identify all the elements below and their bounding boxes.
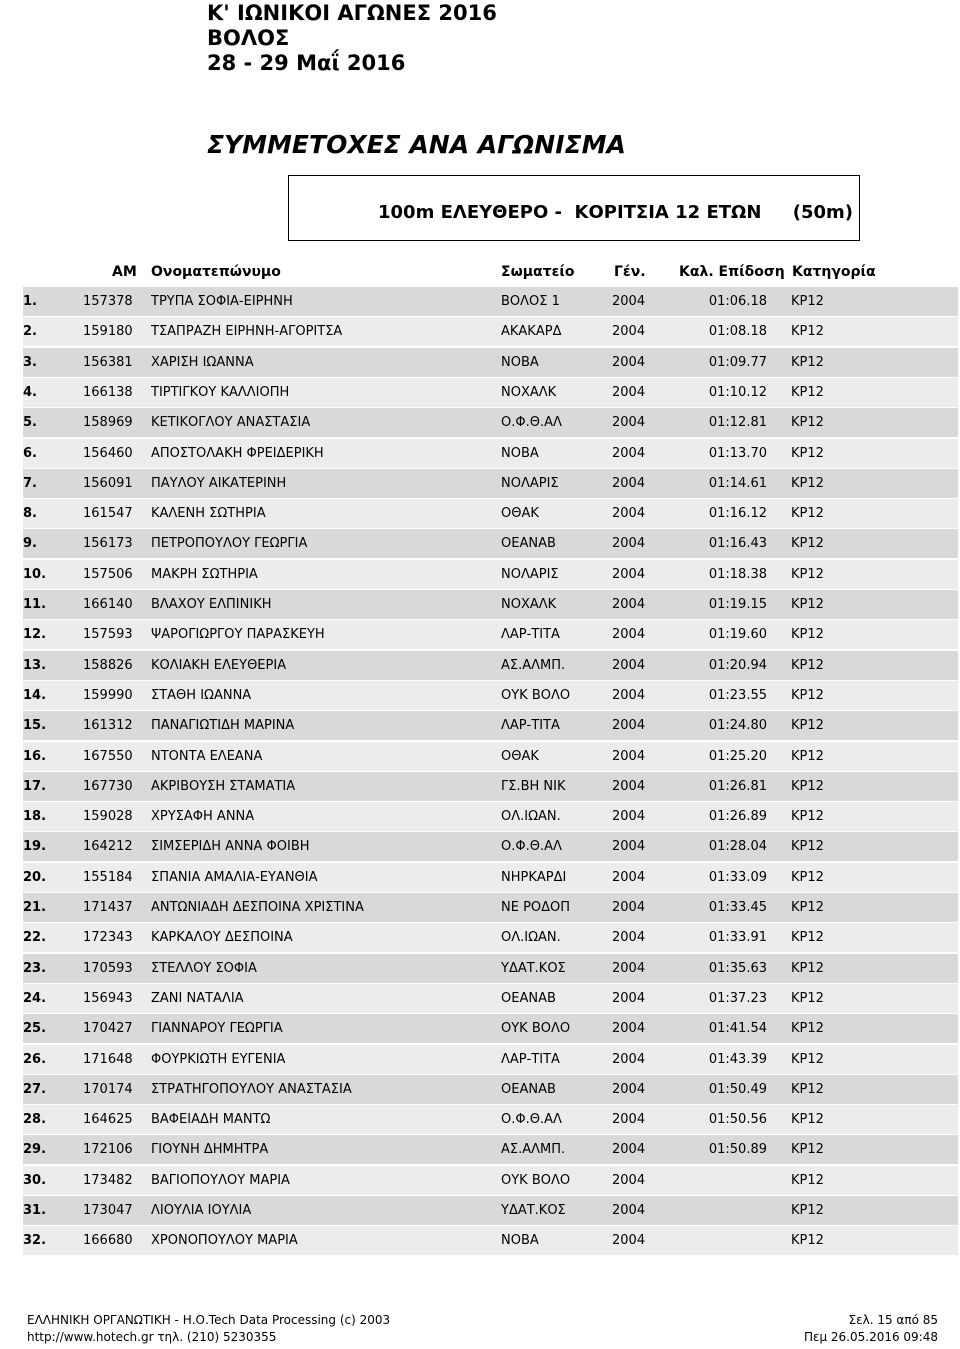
row-year: 2004 xyxy=(612,1112,646,1128)
row-category: ΚΡ12 xyxy=(791,566,824,582)
row-category: ΚΡ12 xyxy=(791,1021,824,1037)
row-am: 167730 xyxy=(83,778,133,794)
row-rank: 7. xyxy=(23,475,37,491)
row-name: ΠΑΥΛΟΥ ΑΙΚΑΤΕΡΙΝΗ xyxy=(151,475,287,491)
row-time: 01:09.77 xyxy=(708,354,767,370)
row-am: 173047 xyxy=(83,1203,133,1218)
table-row xyxy=(23,620,958,649)
row-rank: 10. xyxy=(23,566,47,582)
row-rank: 21. xyxy=(23,900,47,915)
row-year: 2004 xyxy=(612,1021,646,1037)
row-category: ΚΡ12 xyxy=(791,839,824,855)
table-row xyxy=(23,711,958,740)
row-club: ΝΟΧΑΛΚ xyxy=(501,597,557,612)
row-name: ΧΡΥΣΑΦΗ ΑΝΝΑ xyxy=(151,809,255,825)
row-category: ΚΡ12 xyxy=(791,475,824,491)
row-time: 01:18.38 xyxy=(708,566,767,582)
row-rank: 26. xyxy=(23,1051,47,1067)
row-rank: 2. xyxy=(23,324,37,340)
row-club: ΟΕΑΝΑΒ xyxy=(501,990,556,1006)
row-am: 170593 xyxy=(83,960,133,976)
table-row xyxy=(23,499,958,528)
row-am: 156091 xyxy=(83,475,133,491)
table-row xyxy=(23,1045,958,1074)
row-rank: 17. xyxy=(23,778,47,794)
table-row xyxy=(23,984,958,1013)
col-header-name: Ονοματεπώνυμο xyxy=(151,264,281,280)
row-time: 01:19.60 xyxy=(708,627,767,643)
row-year: 2004 xyxy=(612,445,646,461)
table-row xyxy=(23,802,958,831)
row-rank: 9. xyxy=(23,536,37,552)
row-year: 2004 xyxy=(612,990,646,1006)
table-row xyxy=(23,348,958,377)
row-name: ΣΠΑΝΙΑ ΑΜΑΛΙΑ-ΕΥΑΝΘΙΑ xyxy=(151,869,318,885)
row-am: 159180 xyxy=(83,324,133,340)
row-name: ΒΛΑΧΟΥ ΕΛΠΙΝΙΚΗ xyxy=(151,597,272,612)
row-year: 2004 xyxy=(612,1172,646,1188)
row-am: 166138 xyxy=(83,384,133,400)
row-am: 172106 xyxy=(83,1142,133,1158)
row-year: 2004 xyxy=(612,1142,646,1158)
row-am: 156460 xyxy=(83,445,133,461)
row-category: ΚΡ12 xyxy=(791,657,824,673)
row-club: ΟΕΑΝΑΒ xyxy=(501,536,556,552)
row-am: 166680 xyxy=(83,1233,133,1249)
row-year: 2004 xyxy=(612,869,646,885)
row-am: 156943 xyxy=(83,990,133,1006)
row-year: 2004 xyxy=(612,566,646,582)
row-rank: 5. xyxy=(23,415,37,431)
row-category: ΚΡ12 xyxy=(791,718,824,734)
row-year: 2004 xyxy=(612,1051,646,1067)
row-time: 01:43.39 xyxy=(708,1051,767,1067)
table-row xyxy=(23,1075,958,1104)
table-row xyxy=(23,1135,958,1164)
row-name: ΑΠΟΣΤΟΛΑΚΗ ΦΡΕΙΔΕΡΙΚΗ xyxy=(151,445,324,461)
row-name: ΚΟΛΙΑΚΗ ΕΛΕΥΘΕΡΙΑ xyxy=(151,657,287,673)
row-name: ΝΤΟΝΤΑ ΕΛΕΑΝΑ xyxy=(151,748,263,764)
table-row xyxy=(23,1196,958,1225)
row-rank: 25. xyxy=(23,1021,47,1037)
row-name: ΛΙΟΥΛΙΑ ΙΟΥΛΙΑ xyxy=(151,1203,252,1218)
row-year: 2004 xyxy=(612,506,646,522)
table-row xyxy=(23,923,958,952)
row-am: 164212 xyxy=(83,839,133,855)
table-row xyxy=(23,1166,958,1195)
row-time: 01:10.12 xyxy=(708,384,767,400)
row-club: ΥΔΑΤ.ΚΟΣ xyxy=(501,960,566,976)
row-rank: 29. xyxy=(23,1142,47,1158)
row-year: 2004 xyxy=(612,778,646,794)
table-row xyxy=(23,439,958,468)
row-club: ΥΔΑΤ.ΚΟΣ xyxy=(501,1203,566,1218)
row-category: ΚΡ12 xyxy=(791,960,824,976)
row-rank: 6. xyxy=(23,445,37,461)
row-club: Ο.Φ.Θ.ΑΛ xyxy=(501,839,562,855)
row-category: ΚΡ12 xyxy=(791,294,824,309)
row-category: ΚΡ12 xyxy=(791,748,824,764)
row-category: ΚΡ12 xyxy=(791,1142,824,1158)
col-header-club: Σωματείο xyxy=(501,264,575,280)
row-category: ΚΡ12 xyxy=(791,1233,824,1249)
row-rank: 18. xyxy=(23,809,47,825)
table-row xyxy=(23,863,958,892)
row-time: 01:35.63 xyxy=(708,960,767,976)
row-category: ΚΡ12 xyxy=(791,990,824,1006)
row-time: 01:23.55 xyxy=(708,687,767,703)
row-rank: 3. xyxy=(23,354,37,370)
row-time: 01:16.12 xyxy=(708,506,767,522)
row-year: 2004 xyxy=(612,324,646,340)
row-am: 171437 xyxy=(83,900,133,915)
row-am: 171648 xyxy=(83,1051,133,1067)
row-club: ΟΥΚ ΒΟΛΟ xyxy=(501,1172,571,1188)
row-club: ΝΟΛΑΡΙΣ xyxy=(501,475,559,491)
row-time: 01:28.04 xyxy=(708,839,767,855)
row-time: 01:33.45 xyxy=(708,900,767,915)
footer-page: Σελ. 15 από 85 xyxy=(848,1313,938,1327)
row-time: 01:20.94 xyxy=(708,657,767,673)
row-am: 157506 xyxy=(83,566,133,582)
row-year: 2004 xyxy=(612,475,646,491)
row-club: ΟΛ.ΙΩΑΝ. xyxy=(501,809,561,825)
row-year: 2004 xyxy=(612,687,646,703)
row-name: ΣΤΡΑΤΗΓΟΠΟΥΛΟΥ ΑΝΑΣΤΑΣΙΑ xyxy=(151,1081,352,1097)
page-title: ΣΥΜΜΕΤΟΧΕΣ ΑΝΑ ΑΓΩΝΙΣΜΑ xyxy=(207,130,626,159)
col-header-am: ΑΜ xyxy=(112,264,137,280)
table-row xyxy=(23,772,958,801)
row-rank: 8. xyxy=(23,506,37,522)
row-name: ΓΙΑΝΝΑΡΟΥ ΓΕΩΡΓΙΑ xyxy=(151,1021,283,1037)
row-category: ΚΡ12 xyxy=(791,445,824,461)
row-category: ΚΡ12 xyxy=(791,930,824,946)
row-club: ΟΥΚ ΒΟΛΟ xyxy=(501,1021,571,1037)
row-year: 2004 xyxy=(612,657,646,673)
row-club: ΓΣ.ΒΗ ΝΙΚ xyxy=(501,778,566,794)
row-name: ΠΑΝΑΓΙΩΤΙΔΗ ΜΑΡΙΝΑ xyxy=(151,718,295,734)
row-year: 2004 xyxy=(612,809,646,825)
row-year: 2004 xyxy=(612,384,646,400)
row-name: ΧΑΡΙΣΗ ΙΩΑΝΝΑ xyxy=(151,354,254,370)
table-row xyxy=(23,651,958,680)
row-category: ΚΡ12 xyxy=(791,506,824,522)
table-row xyxy=(23,287,958,316)
meet-location: ΒΟΛΟΣ xyxy=(207,26,290,50)
row-name: ΠΕΤΡΟΠΟΥΛΟΥ ΓΕΩΡΓΙΑ xyxy=(151,536,308,552)
col-header-category: Κατηγορία xyxy=(792,264,876,280)
row-am: 155184 xyxy=(83,869,133,885)
table-row xyxy=(23,832,958,861)
row-rank: 30. xyxy=(23,1172,47,1188)
row-name: ΓΙΟΥΝΗ ΔΗΜΗΤΡΑ xyxy=(151,1142,269,1158)
row-rank: 1. xyxy=(23,294,37,309)
row-category: ΚΡ12 xyxy=(791,354,824,370)
row-time: 01:19.15 xyxy=(708,597,767,612)
row-name: ΣΤΕΛΛΟΥ ΣΟΦΙΑ xyxy=(151,960,257,976)
row-category: ΚΡ12 xyxy=(791,1203,824,1218)
row-rank: 31. xyxy=(23,1203,47,1218)
row-time: 01:33.91 xyxy=(708,930,767,946)
row-rank: 4. xyxy=(23,384,37,400)
row-category: ΚΡ12 xyxy=(791,415,824,431)
row-name: ΚΑΛΕΝΗ ΣΩΤΗΡΙΑ xyxy=(151,506,266,522)
table-row xyxy=(23,1105,958,1134)
row-time: 01:14.61 xyxy=(708,475,767,491)
row-rank: 32. xyxy=(23,1233,47,1249)
row-time: 01:26.89 xyxy=(708,809,767,825)
table-row xyxy=(23,954,958,983)
row-rank: 27. xyxy=(23,1081,47,1097)
row-club: Ο.Φ.Θ.ΑΛ xyxy=(501,415,562,431)
row-rank: 28. xyxy=(23,1112,47,1128)
row-year: 2004 xyxy=(612,536,646,552)
row-am: 167550 xyxy=(83,748,133,764)
row-name: ΑΚΡΙΒΟΥΣΗ ΣΤΑΜΑΤΙΑ xyxy=(151,778,296,794)
row-club: ΟΕΑΝΑΒ xyxy=(501,1081,556,1097)
row-name: ΤΣΑΠΡΑΖΗ ΕΙΡΗΝΗ-ΑΓΟΡΙΤΣΑ xyxy=(151,324,343,340)
row-rank: 11. xyxy=(23,597,47,612)
footer-org: ΕΛΛΗΝΙΚΗ ΟΡΓΑΝΩΤΙΚΗ - Η.Ο.Tech Data Processing (c) 2003 xyxy=(27,1313,391,1327)
row-name: ΤΙΡΤΙΓΚΟΥ ΚΑΛΛΙΟΠΗ xyxy=(151,384,290,400)
row-category: ΚΡ12 xyxy=(791,809,824,825)
meet-dates: 28 - 29 Μαΐ 2016 xyxy=(207,51,406,75)
row-year: 2004 xyxy=(612,839,646,855)
row-name: ΣΤΑΘΗ ΙΩΑΝΝΑ xyxy=(151,687,252,703)
footer-contact: http://www.hotech.gr τηλ. (210) 5230355 xyxy=(27,1330,277,1344)
row-time: 01:13.70 xyxy=(708,445,767,461)
row-am: 157593 xyxy=(83,627,133,643)
row-rank: 16. xyxy=(23,748,47,764)
row-category: ΚΡ12 xyxy=(791,1112,824,1128)
row-year: 2004 xyxy=(612,960,646,976)
row-category: ΚΡ12 xyxy=(791,384,824,400)
row-club: ΑΚΑΚΑΡΔ xyxy=(501,324,562,340)
row-time: 01:24.80 xyxy=(708,718,767,734)
footer-printed: Πεμ 26.05.2016 09:48 xyxy=(803,1330,938,1344)
row-am: 158826 xyxy=(83,657,133,673)
row-year: 2004 xyxy=(612,597,646,612)
row-rank: 19. xyxy=(23,839,47,855)
row-category: ΚΡ12 xyxy=(791,778,824,794)
col-header-time: Καλ. Επίδοση xyxy=(679,264,785,280)
row-year: 2004 xyxy=(612,294,646,309)
row-club: ΛΑΡ-ΤΙΤΑ xyxy=(501,718,560,734)
event-title: 100m ΕΛΕΥΘΕΡΟ - ΚΟΡΙΤΣΙΑ 12 ΕΤΩΝ (50m) xyxy=(378,202,853,223)
row-time: 01:08.18 xyxy=(708,324,767,340)
row-am: 172343 xyxy=(83,930,133,946)
row-year: 2004 xyxy=(612,900,646,915)
row-am: 159028 xyxy=(83,809,133,825)
row-am: 166140 xyxy=(83,597,133,612)
row-time: 01:26.81 xyxy=(708,778,767,794)
row-time: 01:12.81 xyxy=(708,415,767,431)
row-club: ΝΟΛΑΡΙΣ xyxy=(501,566,559,582)
table-row xyxy=(23,1226,958,1255)
row-rank: 24. xyxy=(23,990,47,1006)
row-time: 01:41.54 xyxy=(708,1021,767,1037)
table-row xyxy=(23,378,958,407)
row-category: ΚΡ12 xyxy=(791,324,824,340)
row-time: 01:50.89 xyxy=(708,1142,767,1158)
row-category: ΚΡ12 xyxy=(791,900,824,915)
row-club: ΝΕ ΡΟΔΟΠ xyxy=(501,900,571,915)
table-row xyxy=(23,560,958,589)
row-year: 2004 xyxy=(612,1081,646,1097)
row-name: ΦΟΥΡΚΙΩΤΗ ΕΥΓΕΝΙΑ xyxy=(151,1051,286,1067)
table-row xyxy=(23,469,958,498)
row-club: ΟΘΑΚ xyxy=(501,748,539,764)
row-rank: 22. xyxy=(23,930,47,946)
row-am: 161312 xyxy=(83,718,133,734)
row-category: ΚΡ12 xyxy=(791,627,824,643)
row-year: 2004 xyxy=(612,1203,646,1218)
row-club: ΝΟΒΑ xyxy=(501,1233,539,1249)
row-category: ΚΡ12 xyxy=(791,687,824,703)
row-name: ΑΝΤΩΝΙΑΔΗ ΔΕΣΠΟΙΝΑ ΧΡΙΣΤΙΝΑ xyxy=(151,900,364,915)
row-am: 170427 xyxy=(83,1021,133,1037)
row-am: 156381 xyxy=(83,354,133,370)
table-row xyxy=(23,529,958,558)
row-time: 01:50.49 xyxy=(708,1081,767,1097)
row-club: ΒΟΛΟΣ 1 xyxy=(501,294,560,309)
row-rank: 12. xyxy=(23,627,47,643)
row-rank: 15. xyxy=(23,718,47,734)
row-category: ΚΡ12 xyxy=(791,869,824,885)
row-category: ΚΡ12 xyxy=(791,536,824,552)
row-am: 159990 xyxy=(83,687,133,703)
row-time: 01:33.09 xyxy=(708,869,767,885)
row-year: 2004 xyxy=(612,415,646,431)
table-row xyxy=(23,317,958,346)
row-name: ΧΡΟΝΟΠΟΥΛΟΥ ΜΑΡΙΑ xyxy=(151,1233,298,1249)
row-year: 2004 xyxy=(612,930,646,946)
table-row xyxy=(23,408,958,437)
row-club: ΟΘΑΚ xyxy=(501,506,539,522)
row-name: ΖΑΝΙ ΝΑΤΑΛΙΑ xyxy=(151,990,244,1006)
row-am: 156173 xyxy=(83,536,133,552)
row-name: ΨΑΡΟΓΙΩΡΓΟΥ ΠΑΡΑΣΚΕΥΗ xyxy=(151,627,325,643)
row-time: 01:06.18 xyxy=(708,294,767,309)
row-year: 2004 xyxy=(612,354,646,370)
row-club: ΝΟΒΑ xyxy=(501,445,539,461)
row-am: 158969 xyxy=(83,415,133,431)
row-name: ΤΡΥΠΑ ΣΟΦΙΑ-ΕΙΡΗΝΗ xyxy=(151,294,293,309)
row-club: ΑΣ.ΑΛΜΠ. xyxy=(501,657,566,673)
row-time: 01:37.23 xyxy=(708,990,767,1006)
row-club: ΛΑΡ-ΤΙΤΑ xyxy=(501,1051,560,1067)
row-club: ΛΑΡ-ΤΙΤΑ xyxy=(501,627,560,643)
row-year: 2004 xyxy=(612,627,646,643)
row-name: ΚΑΡΚΑΛΟΥ ΔΕΣΠΟΙΝΑ xyxy=(151,930,293,946)
meet-title: Κ' ΙΩΝΙΚΟΙ ΑΓΩΝΕΣ 2016 xyxy=(207,1,497,25)
row-category: ΚΡ12 xyxy=(791,1172,824,1188)
row-am: 161547 xyxy=(83,506,133,522)
row-club: ΟΛ.ΙΩΑΝ. xyxy=(501,930,561,946)
row-rank: 14. xyxy=(23,687,47,703)
row-name: ΒΑΦΕΙΑΔΗ ΜΑΝΤΩ xyxy=(151,1112,271,1128)
table-row xyxy=(23,1014,958,1043)
row-club: ΑΣ.ΑΛΜΠ. xyxy=(501,1142,566,1158)
row-year: 2004 xyxy=(612,748,646,764)
row-club: ΝΟΒΑ xyxy=(501,354,539,370)
row-am: 157378 xyxy=(83,294,133,309)
row-category: ΚΡ12 xyxy=(791,1051,824,1067)
row-time: 01:16.43 xyxy=(708,536,767,552)
row-year: 2004 xyxy=(612,1233,646,1249)
row-club: Ο.Φ.Θ.ΑΛ xyxy=(501,1112,562,1128)
row-name: ΜΑΚΡΗ ΣΩΤΗΡΙΑ xyxy=(151,566,258,582)
row-name: ΒΑΓΙΟΠΟΥΛΟΥ ΜΑΡΙΑ xyxy=(151,1172,290,1188)
table-row xyxy=(23,590,958,619)
row-rank: 23. xyxy=(23,960,47,976)
row-club: ΟΥΚ ΒΟΛΟ xyxy=(501,687,571,703)
col-header-gender: Γέν. xyxy=(614,264,646,280)
row-rank: 13. xyxy=(23,657,47,673)
row-name: ΣΙΜΣΕΡΙΔΗ ΑΝΝΑ ΦΟΙΒΗ xyxy=(151,839,310,855)
row-name: ΚΕΤΙΚΟΓΛΟΥ ΑΝΑΣΤΑΣΙΑ xyxy=(151,415,311,431)
table-row xyxy=(23,893,958,922)
row-year: 2004 xyxy=(612,718,646,734)
table-row xyxy=(23,742,958,771)
row-am: 173482 xyxy=(83,1172,133,1188)
row-time: 01:50.56 xyxy=(708,1112,767,1128)
row-category: ΚΡ12 xyxy=(791,1081,824,1097)
table-row xyxy=(23,681,958,710)
row-time: 01:25.20 xyxy=(708,748,767,764)
row-club: ΝΟΧΑΛΚ xyxy=(501,384,557,400)
row-category: ΚΡ12 xyxy=(791,597,824,612)
row-am: 164625 xyxy=(83,1112,133,1128)
row-club: ΝΗΡΚΑΡΔΙ xyxy=(501,869,567,885)
row-am: 170174 xyxy=(83,1081,133,1097)
row-rank: 20. xyxy=(23,869,47,885)
